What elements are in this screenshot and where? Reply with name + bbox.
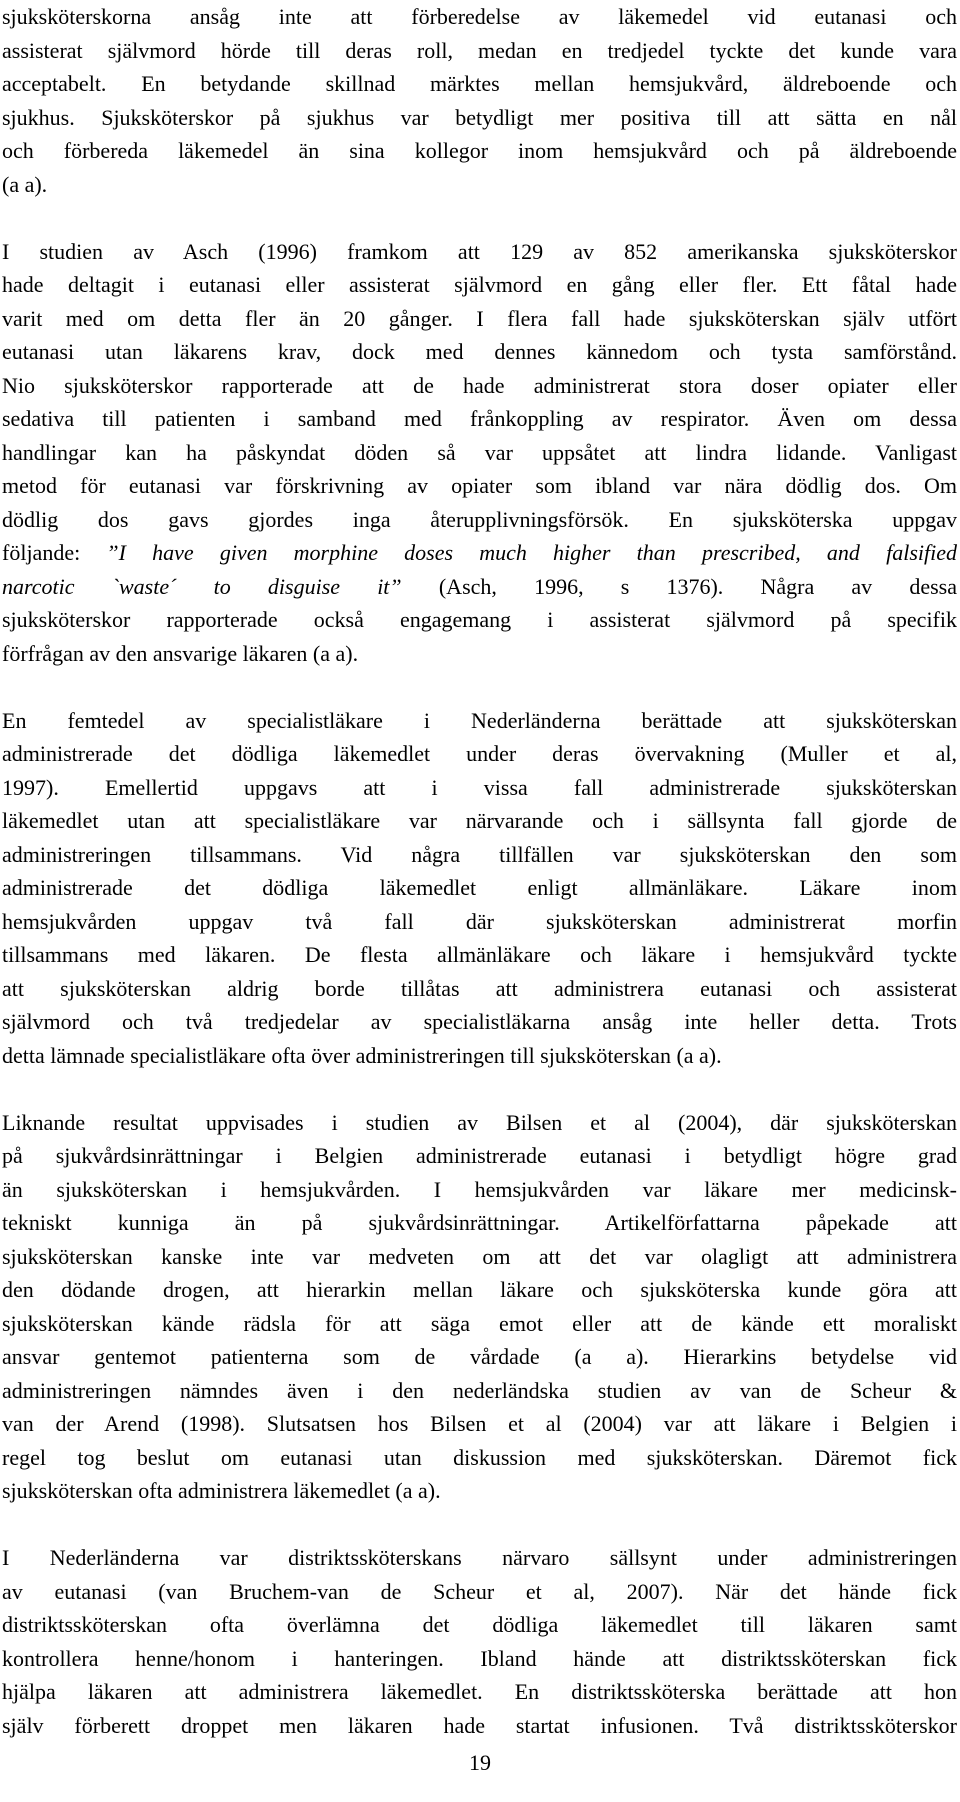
text-line: själv förberett droppet men läkaren hade startat infusionen. Två distriktssköterskor xyxy=(2,1712,957,1738)
text-line: assisterat självmord hörde till deras roll, medan en tredjedel tyckte det kunde vara xyxy=(2,37,957,63)
paragraph-gap xyxy=(2,670,957,704)
text-line: på sjukvårdsinrättningar i Belgien administrerade eutanasi i betydligt högre grad xyxy=(2,1143,957,1168)
text-line: distriktssköterskan ofta överlämna det dödliga läkemedlet till läkaren samt xyxy=(2,1612,957,1637)
text-line: tillsammans med läkaren. De flesta allmänläkare och läkare i hemsjukvård tyckte xyxy=(2,942,957,967)
quote-intro: följande: xyxy=(2,540,107,565)
paragraph-1 xyxy=(2,0,957,201)
text-line: förfrågan av den ansvarige läkaren (a a). xyxy=(2,640,359,666)
text-line: I studien av Asch (1996) framkom att 129 av 852 amerikanska sjuksköterskor xyxy=(2,238,957,264)
text-line: sjuksköterskan ofta administrera läkemedlet (a a). xyxy=(2,1478,441,1503)
text-line: tekniskt kunniga än på sjukvårdsinrättningar. Artikelförfattarna påpekade att xyxy=(2,1210,957,1235)
quote-line xyxy=(2,536,957,570)
text-line: administrerade det dödliga läkemedlet under deras övervakning (Muller et al, xyxy=(2,741,957,766)
text-line: hade deltagit i eutanasi eller assisterat självmord en gång eller fler. Ett fåtal hade xyxy=(2,272,957,297)
text-line: den dödande drogen, att hierarkin mellan läkare och sjuksköterska kunde göra att xyxy=(2,1277,957,1302)
text-line: van der Arend (1998). Slutsatsen hos Bilsen et al (2004) var att läkare i Belgien i xyxy=(2,1411,957,1436)
paragraph-5 xyxy=(2,1541,957,1742)
text-line: acceptabelt. En betydande skillnad märktes mellan hemsjukvård, äldreboende och xyxy=(2,71,957,96)
paragraph-4 xyxy=(2,1106,957,1508)
text-line: Nio sjuksköterskor rapporterade att de hade administrerat stora doser opiater eller xyxy=(2,372,957,398)
text-line: dödlig dos gavs gjordes inga återupplivningsförsök. En sjuksköterska uppgav xyxy=(2,506,957,532)
quote-text: narcotic `waste´ to disguise it” xyxy=(2,573,402,599)
paragraph-gap xyxy=(2,1508,957,1542)
text-line: varit med om detta fler än 20 gånger. I flera fall hade sjuksköterskan själv utfört xyxy=(2,305,957,331)
text-line: hjälpa läkaren att administrera läkemedlet. En distriktssköterska berättade att hon xyxy=(2,1679,957,1704)
text-line: och förbereda läkemedel än sina kollegor inom hemsjukvård och på äldreboende xyxy=(2,138,957,163)
text-line: detta lämnade specialistläkare ofta över administreringen till sjuksköterskan (a a). xyxy=(2,1042,722,1068)
text-line: metod för eutanasi var förskrivning av opiater som ibland var nära dödlig dos. Om xyxy=(2,473,957,498)
text-line: I Nederländerna var distriktssköterskans närvaro sällsynt under administreringen xyxy=(2,1545,957,1570)
text-line: sjuksköterskor rapporterade också engagemang i assisterat självmord på specifik xyxy=(2,607,957,632)
citation-text: (Asch, 1996, s 1376). Några av dessa xyxy=(401,573,958,599)
text-line: självmord och två tredjedelar av specialistläkarna ansåg inte heller detta. Trots xyxy=(2,1009,957,1034)
paragraph-2 xyxy=(2,235,957,671)
text-line: administreringen tillsammans. Vid några tillfällen var sjuksköterskan den som xyxy=(2,841,957,867)
paragraph-gap xyxy=(2,1072,957,1106)
text-line: Liknande resultat uppvisades i studien av Bilsen et al (2004), där sjuksköterskan xyxy=(2,1109,957,1135)
quote-line xyxy=(2,570,957,604)
text-line: att sjuksköterskan aldrig borde tillåtas att administrera eutanasi och assisterat xyxy=(2,975,957,1001)
text-line: administreringen nämndes även i den nederländska studien av van de Scheur & xyxy=(2,1377,957,1403)
text-line: administrerade det dödliga läkemedlet enligt allmänläkare. Läkare inom xyxy=(2,875,957,900)
text-line: En femtedel av specialistläkare i Nederländerna berättade att sjuksköterskan xyxy=(2,707,957,733)
quote-text: ”I have given morphine doses much higher than prescribed, and falsified xyxy=(106,540,957,565)
text-line: handlingar kan ha påskyndat döden så var uppsåtet att lindra lidande. Vanligast xyxy=(2,439,957,465)
text-line: 1997). Emellertid uppgavs att i vissa fall administrerade sjuksköterskan xyxy=(2,774,957,800)
text-line: sjukhus. Sjuksköterskor på sjukhus var betydligt mer positiva till att sätta en nål xyxy=(2,104,957,130)
text-line: ansvar gentemot patienterna som de vårdade (a a). Hierarkins betydelse vid xyxy=(2,1344,957,1369)
text-line: sjuksköterskan kanske inte var medveten om att det var olagligt att administrera xyxy=(2,1243,957,1269)
text-line: läkemedlet utan att specialistläkare var närvarande och i sällsynta fall gjorde de xyxy=(2,808,957,833)
text-line: eutanasi utan läkarens krav, dock med dennes kännedom och tysta samförstånd. xyxy=(2,339,957,364)
body-text xyxy=(2,0,957,1742)
paragraph-gap xyxy=(2,201,957,235)
text-line: sjuksköterskorna ansåg inte att förberedelse av läkemedel vid eutanasi och xyxy=(2,4,957,29)
paragraph-3 xyxy=(2,704,957,1073)
page-number: 19 xyxy=(469,1750,491,1775)
text-line: sjuksköterskan kände rädsla för att säga emot eller att de kände ett moraliskt xyxy=(2,1310,957,1336)
text-line: än sjuksköterskan i hemsjukvården. I hemsjukvården var läkare mer medicinsk- xyxy=(2,1176,957,1202)
text-line: (a a). xyxy=(2,171,48,197)
text-line: av eutanasi (van Bruchem-van de Scheur et al, 2007). När det hände fick xyxy=(2,1578,957,1604)
text-line: regel tog beslut om eutanasi utan diskussion med sjuksköterskan. Däremot fick xyxy=(2,1444,957,1470)
text-line: kontrollera henne/honom i hanteringen. Ibland hände att distriktssköterskan fick xyxy=(2,1645,957,1671)
text-line: sedativa till patienten i samband med frånkoppling av respirator. Även om dessa xyxy=(2,406,957,431)
text-line: hemsjukvården uppgav två fall där sjuksköterskan administrerat morfin xyxy=(2,908,957,934)
